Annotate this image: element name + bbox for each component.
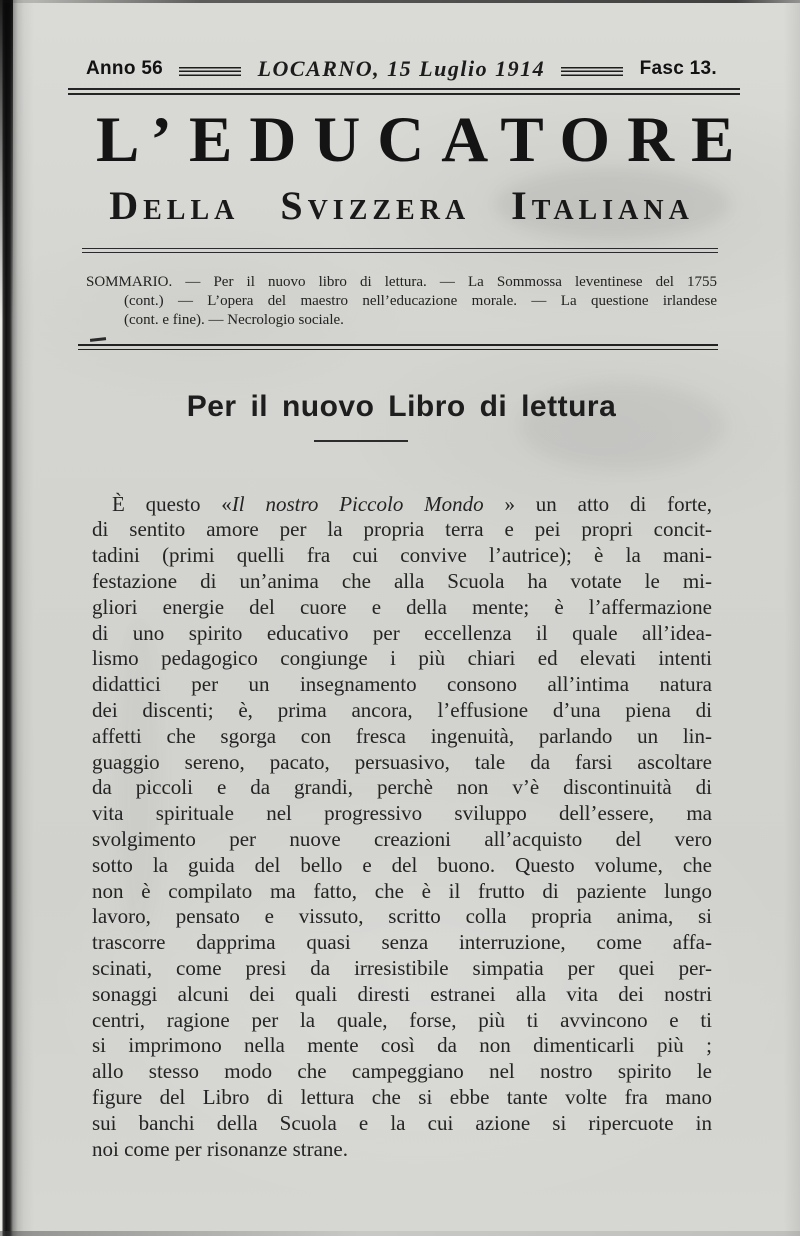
body-line: centri, ragione per la quale, forse, più ti avvincono e ti <box>92 1007 712 1032</box>
double-rule <box>68 88 740 95</box>
body-line: dei discenti; è, prima ancora, l’effusione d’una piena di <box>92 697 712 722</box>
body-line: vita spirituale nel progressivo sviluppo dell’essere, ma <box>92 801 712 826</box>
body-line: lismo pedagogico congiunge i più chiari ed elevati intenti <box>92 646 712 671</box>
body-line: da piccoli e da grandi, perchè non v’è discontinuità di <box>92 775 712 800</box>
journal-fascicle: Fasc 13. <box>639 58 717 79</box>
body-line: didattici per un insegnamento consono all’intima natura <box>92 672 712 697</box>
sommario-line: (cont.) — L’opera del maestro nell’educazione morale. — La questione irlandese <box>124 293 717 309</box>
body-line: non è compilato ma fatto, che è il frutto di paziente lungo <box>92 878 712 903</box>
body-line: festazione di un’anima che alla Scuola ha votate le mi- <box>92 568 712 593</box>
body-line: lavoro, pensato e vissuto, scritto colla propria anima, si <box>92 904 712 929</box>
ink-dash-artifact <box>90 337 106 341</box>
body-line: sui banchi della Scuola e la cui azione si ripercuote in <box>92 1110 712 1135</box>
body-line: sotto la guida del bello e del buono. Questo volume, che <box>92 852 712 877</box>
body-line: di uno spirito educativo per eccellenza il quale all’idea- <box>92 620 712 645</box>
book-title-italic: Il nostro Piccolo Mondo <box>231 491 484 516</box>
masthead-title: L’EDUCATORE <box>96 104 752 176</box>
body-line-tail: » un atto di forte, <box>483 491 713 516</box>
sommario-line: (cont. e fine). — Necrologio sociale. <box>124 312 344 328</box>
body-line: trascorre dapprima quasi senza interruzione, come affa- <box>92 930 712 955</box>
body-line: tadini (primi quelli fra cui convive l’autrice); è la mani- <box>92 543 712 568</box>
body-line: allo stesso modo che campeggiano nel nostro spirito le <box>92 1059 712 1084</box>
triple-line-separator <box>179 67 241 76</box>
body-line: scinati, come presi da irresistibile simpatia per quei per- <box>92 955 712 980</box>
sommario-line: SOMMARIO. — Per il nuovo libro di lettura. — La Sommossa leventinese del 1755 <box>86 274 717 290</box>
body-line: figure del Libro di lettura che si ebbe tante volte fra mano <box>92 1084 712 1109</box>
title-rule <box>314 440 408 442</box>
triple-line-separator <box>561 67 623 76</box>
article-body <box>92 492 712 1163</box>
body-line-lead: È questo « <box>112 491 232 516</box>
journal-year: Anno 56 <box>86 58 164 79</box>
double-rule <box>78 344 718 350</box>
double-rule-thin <box>82 248 718 253</box>
body-line: di sentito amore per la propria terra e pei propri concit- <box>92 517 712 542</box>
journal-place-date: LOCARNO, 15 Luglio 1914 <box>257 56 546 81</box>
article-title: Per il nuovo Libro di lettura <box>186 390 617 423</box>
body-line: sonaggi alcuni dei quali diresti estranei alla vita dei nostri <box>92 981 712 1006</box>
body-line <box>92 492 712 518</box>
masthead-subtitle: Della Svizzera Italiana <box>109 183 694 228</box>
body-line: affetti che sgorga con fresca ingenuità, parlando un lin- <box>92 723 712 748</box>
body-line: gliori energie del cuore e della mente; è l’affermazione <box>92 594 712 619</box>
body-line: svolgimento per nuove creazioni all’acquisto del vero <box>92 826 712 851</box>
journal-meta-row <box>86 56 717 82</box>
body-line: noi come per risonanze strane. <box>92 1136 348 1161</box>
body-line: si imprimono nella mente così da non dimenticarli più ; <box>92 1033 712 1058</box>
sommario-block <box>86 273 717 330</box>
body-line: guaggio sereno, pacato, persuasivo, tale da farsi ascoltare <box>92 749 712 774</box>
